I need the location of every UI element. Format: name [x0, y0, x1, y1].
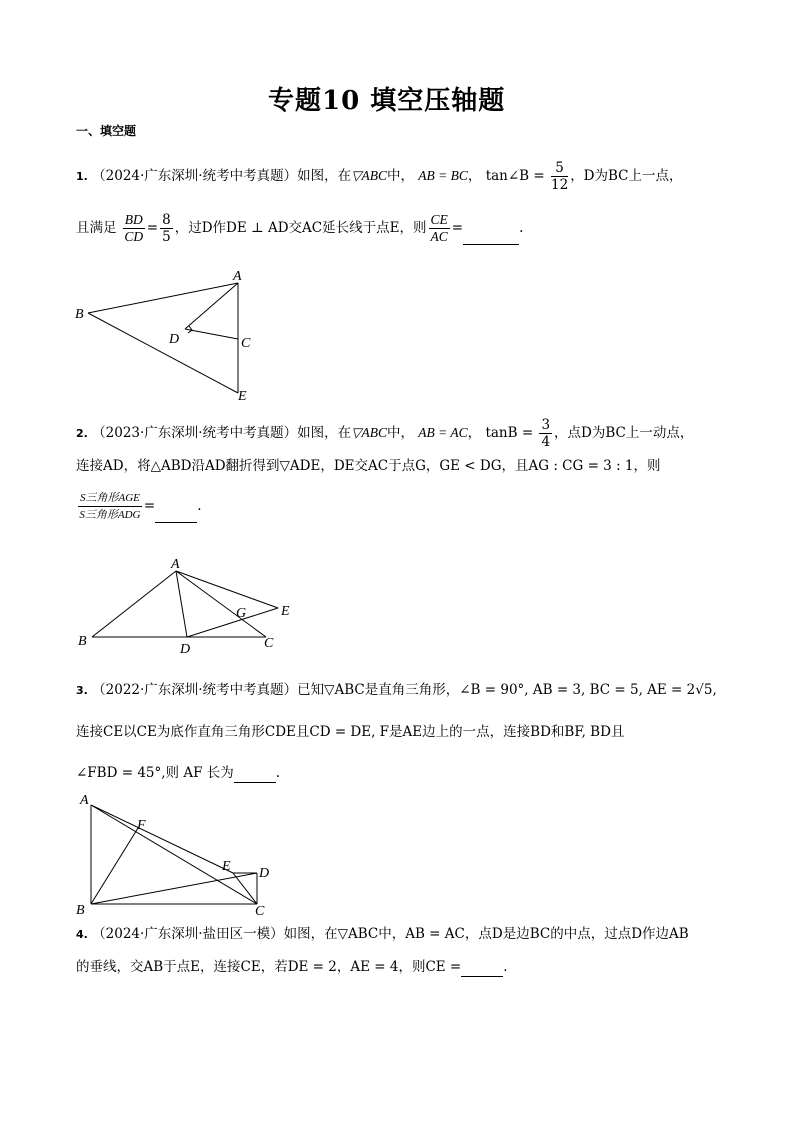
- fraction-denominator: 5: [162, 229, 171, 245]
- fraction: [160, 212, 173, 245]
- point-label: B: [76, 903, 85, 918]
- segment-ad: [185, 283, 238, 329]
- segment-ac: [91, 805, 257, 904]
- fraction-denominator: CD: [124, 229, 144, 244]
- point-label: C: [264, 636, 274, 651]
- point-label: B: [78, 634, 87, 649]
- problem-4-line-1: [76, 924, 689, 945]
- math-expr: tanB =: [485, 425, 534, 441]
- fraction: [123, 212, 145, 245]
- fraction-numerator: 8: [162, 212, 171, 228]
- problem-text: 如图，在▽ABC中，AB = AC，点D是边BC的中点，过点D作边AB: [283, 926, 689, 942]
- figure-1: [70, 265, 270, 405]
- problem-3-line-3: [76, 763, 280, 783]
- point-label: B: [75, 307, 84, 322]
- fraction-numerator: CE: [430, 212, 448, 227]
- fraction-denominator: 12: [551, 177, 569, 193]
- problem-source: （2023·广东深圳·统考中考真题）: [92, 425, 298, 441]
- problem-2-line-1: [76, 417, 693, 450]
- problem-text: ，点D为BC上一动点，: [554, 425, 694, 441]
- problem-3-line-2: 连接CE以CE为底作直角三角形CDE且CD = DE, F是AE边上的一点，连接BD和BF, BD且: [76, 724, 625, 740]
- answer-blank[interactable]: [461, 976, 503, 977]
- segment-ad: [176, 571, 187, 637]
- problem-text: ，D为BC上一点，: [570, 168, 683, 184]
- section-heading: 一、填空题: [76, 124, 137, 138]
- problem-4-line-2: [76, 957, 508, 977]
- problem-number: 4.: [76, 928, 88, 941]
- fraction-denominator: 4: [541, 434, 551, 450]
- math-expr: ▽ABC: [351, 168, 387, 183]
- point-label: D: [169, 332, 180, 347]
- point-label: E: [238, 389, 247, 404]
- segment-bf: [91, 828, 138, 904]
- problem-text: 如图，在: [297, 168, 352, 184]
- problem-1-line-1: [76, 160, 683, 193]
- point-label: A: [171, 557, 180, 572]
- problem-text: .: [197, 498, 202, 514]
- problem-1-line-2: [76, 212, 523, 245]
- answer-blank[interactable]: [155, 522, 197, 523]
- point-label: D: [259, 866, 270, 881]
- problem-2-line-2: 连接AD，将△ABD沿AD翻折得到▽ADE，DE交AC于点G，GE < DG，且AG : CG = 3 : 1，则: [76, 458, 661, 474]
- segment-bd: [91, 873, 257, 904]
- point-label: D: [180, 642, 191, 657]
- math-expr: ▽ABC: [351, 425, 387, 440]
- fraction: [429, 212, 450, 245]
- problem-text: 中，: [386, 168, 414, 184]
- segment-be: [88, 313, 238, 393]
- math-expr: AB = AC: [418, 425, 468, 440]
- problem-source: （2024·广东深圳·统考中考真题）: [92, 168, 298, 184]
- problem-text: ∠FBD = 45°,则 AF 长为: [76, 765, 234, 781]
- problem-text: 中，: [386, 425, 414, 441]
- fraction: [551, 160, 568, 193]
- math-expr: AB = BC: [418, 168, 468, 183]
- segment-ec: [233, 873, 257, 904]
- page-title: 专题10 填空压轴题: [268, 86, 506, 116]
- math-expr: =: [451, 220, 464, 236]
- fraction: [539, 417, 552, 450]
- segment-ba: [88, 283, 238, 313]
- problem-3-line-1: [76, 680, 717, 701]
- fraction-denominator: AC: [430, 229, 448, 244]
- problem-text: 的垂线，交AB于点E，连接CE，若DE = 2，AE = 4，则CE =: [76, 959, 462, 975]
- problem-text: .: [519, 220, 524, 236]
- problem-text: .: [275, 765, 281, 781]
- answer-blank[interactable]: [463, 244, 519, 245]
- problem-text: 已知▽ABC是直角三角形，∠B = 90°, AB = 3, BC = 5, AE = 2√5,: [297, 682, 717, 698]
- point-label: E: [222, 859, 231, 874]
- point-label: C: [241, 336, 251, 351]
- problem-source: （2022·广东深圳·统考中考真题）: [92, 682, 298, 698]
- problem-number: 3.: [76, 684, 88, 697]
- problem-number: 1.: [76, 170, 88, 183]
- segment-dc: [185, 329, 238, 339]
- math-expr: tan∠B =: [485, 168, 545, 184]
- fraction-denominator: S三角形ADG: [79, 509, 141, 521]
- fraction-numerator: 3: [541, 417, 551, 433]
- problem-text: .: [503, 959, 508, 975]
- point-label: G: [236, 606, 247, 621]
- problem-text: ，过D作DE ⊥ AD交AC延长线于点E，则: [174, 220, 427, 236]
- problem-text: ，: [467, 425, 482, 441]
- fraction-numerator: S三角形AGE: [78, 490, 142, 507]
- math-expr: =: [146, 220, 159, 236]
- point-label: A: [233, 269, 242, 284]
- problem-text: ，: [467, 168, 482, 184]
- problem-text: 且满足: [76, 220, 117, 236]
- segment-ae: [91, 805, 233, 873]
- problem-2-line-3: [76, 490, 202, 523]
- point-label: A: [80, 793, 89, 808]
- figure-2: [70, 553, 300, 658]
- segment-ae: [176, 571, 278, 608]
- fraction-numerator: BD: [124, 212, 143, 227]
- segment-ba: [92, 571, 176, 637]
- figure-3: [70, 790, 280, 920]
- point-label: C: [255, 904, 265, 919]
- math-expr: =: [143, 498, 156, 514]
- fraction-numerator: 5: [551, 160, 568, 177]
- point-label: E: [281, 604, 290, 619]
- point-label: F: [137, 818, 146, 833]
- segment-ac: [176, 571, 266, 637]
- answer-blank[interactable]: [234, 782, 276, 783]
- fraction: [78, 490, 142, 523]
- problem-source: （2024·广东深圳·盐田区一模）: [92, 926, 284, 942]
- problem-number: 2.: [76, 427, 88, 440]
- problem-text: 如图，在: [297, 425, 352, 441]
